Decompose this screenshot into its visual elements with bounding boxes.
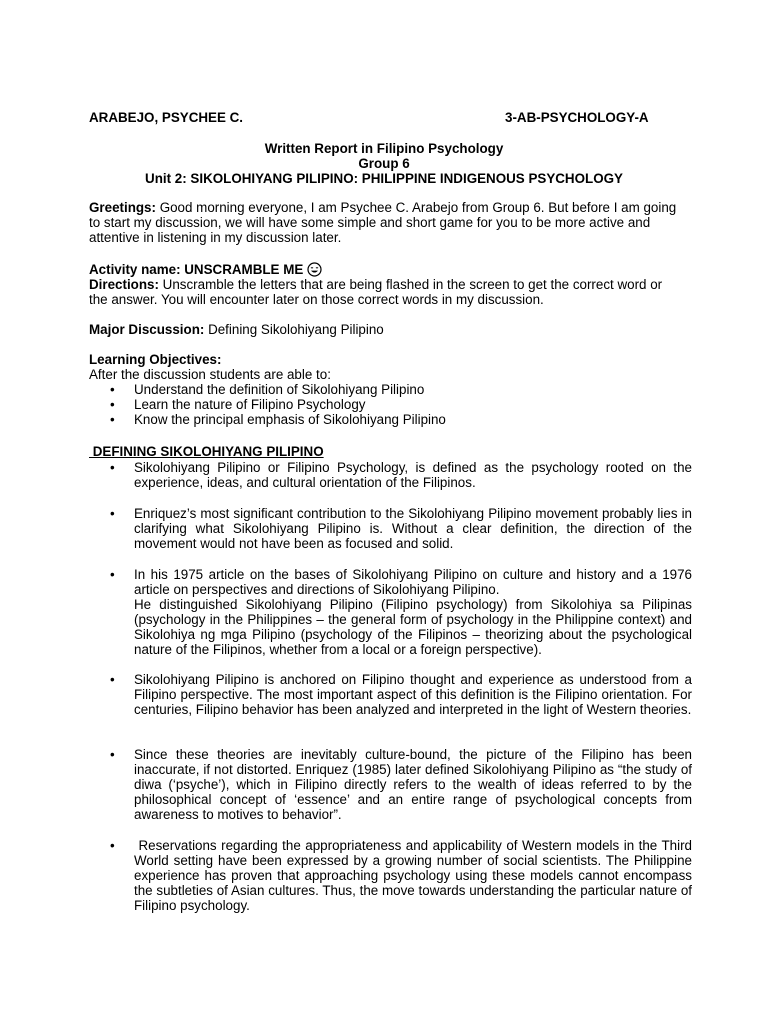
group-label: Group 6 [358, 156, 410, 171]
defining-list [110, 672, 692, 717]
greetings-text: Good morning everyone, I am Psychee C. Arabejo from Group 6. But before I am going to start my discussion, we will have some simple and short game for you to be more active and attentive in listening in my discussion later. [89, 200, 677, 245]
bullet-icon: • [110, 382, 115, 397]
list-item: • Reservations regarding the appropriateness and applicability of Western models in the Third World setting have been expressed by a growing number of social scientists. The Philippine experience has proven that approaching psychology using these models cannot encompass the subtleties of Asian cultures. Thus, the move towards understanding the particular nature of Filipino psychology. [110, 838, 696, 913]
list-item: • Sikolohiyang Pilipino or Filipino Psychology, is defined as the psychology rooted on the experience, ideas, and cultural orientation of the Filipinos. [110, 460, 692, 490]
activity-paragraph [89, 262, 679, 307]
list-item: • In his 1975 article on the bases of Sikolohiyang Pilipino on culture and history and a 1976 article on perspectives and directions of Sikolohiyang Pilipino. He distinguished Sikolohiyang Pilipino (Filipino psychology) from Sikolohiya sa Pilipinas (psychology in the Philippines – the general form of psychology in the Philippine context) and Sikolohiya ng mga Pilipino (psychology of the Filipinos – theorizing about the psychological nature of the Filipinos, whether from a local or a foreign perspective). [110, 567, 692, 657]
student-name: ARABEJO, PSYCHEE C. [89, 110, 244, 125]
major-discussion-text: Defining Sikolohiyang Pilipino [204, 322, 384, 337]
list-item: • Since these theories are inevitably culture-bound, the picture of the Filipino has been inaccurate, if not distorted. Enriquez (1985) later defined Sikolohiyang Pilipino as “the study of diwa (‘psyche’), which in Filipino directly refers to the wealth of ideas referred to by the philosophical concept of ‘essence’ and an entire range of psychological concepts from awareness to motives to behavior”. [110, 747, 692, 822]
smiley-face-icon [307, 262, 322, 277]
list-item: • Sikolohiyang Pilipino is anchored on Filipino thought and experience as understood from a Filipino perspective. The most important aspect of this definition is the Filipino orientation. For centuries, Filipino behavior has been analyzed and interpreted in the light of Western theories. [110, 672, 692, 717]
section-heading: DEFINING SIKOLOHIYANG PILIPINO [89, 444, 324, 459]
defining-list [110, 838, 696, 913]
activity-name: Activity name: UNSCRAMBLE ME [89, 262, 304, 277]
bullet-icon: • [110, 397, 115, 412]
report-title: Written Report in Filipino Psychology [264, 141, 504, 156]
bullet-icon: • [110, 672, 115, 687]
list-item: • Learn the nature of Filipino Psychology [110, 397, 366, 412]
greetings-label: Greetings: [89, 200, 156, 215]
major-discussion-label: Major Discussion: [89, 322, 205, 337]
list-item: • Understand the definition of Sikolohiyang Pilipino [110, 382, 425, 397]
bullet-icon: • [110, 506, 115, 521]
defining-list [110, 567, 692, 657]
objectives-heading: Learning Objectives: [89, 352, 222, 367]
defining-list [110, 506, 692, 551]
bullet-icon: • [110, 747, 115, 762]
class-section: 3-AB-PSYCHOLOGY-A [505, 110, 649, 125]
bullet-icon: • [110, 460, 115, 475]
unit-title: Unit 2: SIKOLOHIYANG PILIPINO: PHILIPPINE INDIGENOUS PSYCHOLOGY [145, 171, 623, 186]
major-discussion [89, 322, 679, 337]
bullet-icon: • [110, 567, 115, 582]
bullet-icon: • [110, 412, 115, 427]
greetings-paragraph [89, 200, 679, 245]
defining-list [110, 460, 692, 490]
list-item: • Enriquez’s most significant contribution to the Sikolohiyang Pilipino movement probably lies in clarifying what Sikolohiyang Pilipino is. Without a clear definition, the direction of the movement would not have been as focused and solid. [110, 506, 692, 551]
bullet-icon: • [110, 838, 115, 853]
directions-text: Unscramble the letters that are being flashed in the screen to get the correct word or the answer. You will encounter later on those correct words in my discussion. [89, 277, 663, 307]
list-item: • Know the principal emphasis of Sikolohiyang Pilipino [110, 412, 446, 427]
directions-label: Directions: [89, 277, 159, 292]
objectives-intro: After the discussion students are able to: [89, 367, 331, 382]
objectives-list [110, 382, 692, 427]
defining-list [110, 747, 692, 822]
